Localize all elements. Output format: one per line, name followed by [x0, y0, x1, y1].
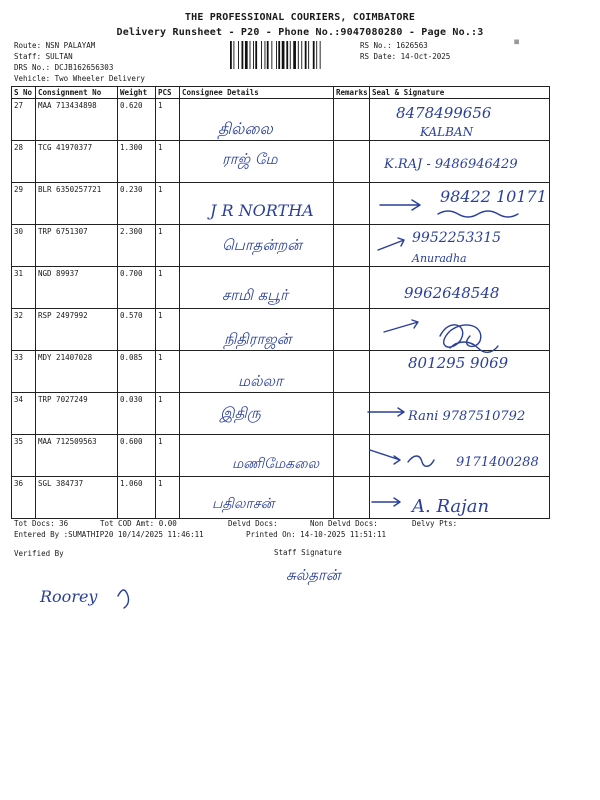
cell-remarks	[334, 99, 370, 141]
cell-remarks	[334, 225, 370, 267]
barcode-bar	[320, 41, 321, 69]
barcode-bar	[305, 41, 307, 69]
barcode-image	[230, 41, 352, 69]
handwritten-sig-28: K.RAJ - 9486946429	[384, 157, 518, 172]
cell-signature	[370, 99, 550, 141]
cell-pcs: 1	[156, 183, 180, 225]
barcode-bar	[290, 41, 291, 69]
cell-weight: 0.030	[118, 393, 156, 435]
barcode-bar	[253, 41, 254, 69]
delivery-points: Delvy Pts:	[412, 519, 458, 528]
col-header-remarks: Remarks	[334, 87, 370, 99]
cell-consignment: MAA 712509563	[36, 435, 118, 477]
barcode-bar	[278, 41, 280, 69]
col-header-consignee: Consignee Details	[180, 87, 334, 99]
barcode-bar	[245, 41, 248, 69]
barcode-bar	[261, 41, 262, 69]
cell-signature	[370, 225, 550, 267]
col-header-sno: S No	[12, 87, 36, 99]
cell-pcs: 1	[156, 477, 180, 519]
cell-consignee	[180, 477, 334, 519]
cell-consignment: TCG 41970377	[36, 141, 118, 183]
cell-pcs: 1	[156, 267, 180, 309]
total-docs: Tot Docs: 36	[14, 519, 69, 528]
table-row	[12, 99, 550, 141]
handwritten-consignee-36: பதிலாசன்	[212, 496, 275, 512]
handwritten-consignee-33: மல்லா	[238, 372, 283, 390]
barcode-bar	[308, 41, 309, 69]
cell-consignment: TRP 6751307	[36, 225, 118, 267]
col-header-weight: Weight	[118, 87, 156, 99]
cell-remarks	[334, 141, 370, 183]
company-title: THE PROFESSIONAL COURIERS, COIMBATORE	[184, 12, 416, 23]
cell-consignment: SGL 384737	[36, 477, 118, 519]
barcode-bar	[230, 41, 232, 69]
col-header-seal-signature: Seal & Signature	[370, 87, 550, 99]
handwritten-consignee-35: மணிமேகலை	[232, 456, 320, 472]
drs-label: DRS No.: DCJB162656303	[14, 63, 114, 72]
table-row	[12, 267, 550, 309]
handwritten-consignee-28: ராஜ் மே	[222, 150, 278, 168]
cell-signature	[370, 393, 550, 435]
cell-pcs: 1	[156, 141, 180, 183]
barcode-bar	[282, 41, 285, 69]
handwritten-phone-35: 9171400288	[456, 455, 539, 470]
cell-weight: 0.620	[118, 99, 156, 141]
rs-date-label: RS Date: 14-Oct-2025	[360, 52, 451, 61]
cell-sno: 35	[12, 435, 36, 477]
handwritten-consignee-30: பொதன்றன்	[222, 236, 302, 254]
handwritten-consignee-34: இதிரு	[220, 404, 261, 422]
cell-consignment: MAA 713434898	[36, 99, 118, 141]
cell-weight: 0.700	[118, 267, 156, 309]
cell-remarks	[334, 183, 370, 225]
handwritten-phone-33: 801295 9069	[408, 354, 509, 372]
barcode-bar	[250, 41, 251, 69]
handwritten-phone-31: 9962648548	[404, 284, 500, 302]
rs-no-label: RS No.: 1626563	[360, 41, 428, 50]
handwritten-name-30: Anuradha	[412, 252, 467, 265]
cell-pcs: 1	[156, 225, 180, 267]
barcode-bar	[267, 41, 269, 69]
barcode-bar	[298, 41, 299, 69]
cell-consignment: BLR 6350257721	[36, 183, 118, 225]
cell-sno: 28	[12, 141, 36, 183]
barcode-bar	[316, 41, 317, 69]
cell-weight: 1.060	[118, 477, 156, 519]
cell-pcs: 1	[156, 393, 180, 435]
cell-sno: 36	[12, 477, 36, 519]
cell-consignee	[180, 435, 334, 477]
cell-consignment: RSP 2497992	[36, 309, 118, 351]
vehicle-label: Vehicle: Two Wheeler Delivery	[14, 74, 145, 83]
cell-remarks	[334, 435, 370, 477]
barcode-bar	[301, 41, 302, 69]
cell-consignee	[180, 141, 334, 183]
barcode-bar	[286, 41, 288, 69]
cell-remarks	[334, 351, 370, 393]
handwritten-consignee-32: நிதிராஜன்	[224, 330, 292, 348]
cell-remarks	[334, 477, 370, 519]
cell-consignee	[180, 351, 334, 393]
table-row	[12, 477, 550, 519]
cell-weight: 0.570	[118, 309, 156, 351]
handwritten-name-27: KALBAN	[420, 125, 474, 139]
barcode-bar	[238, 41, 239, 69]
barcode-bar	[293, 41, 296, 69]
cell-signature	[370, 351, 550, 393]
barcode-bar	[265, 41, 266, 69]
total-cod-amount: Tot COD Amt: 0.00	[100, 519, 177, 528]
table-row	[12, 351, 550, 393]
staff-signature-label: Staff Signature	[274, 548, 342, 557]
verified-by-signature: Roorey	[40, 587, 98, 606]
table-row	[12, 141, 550, 183]
table-row	[12, 435, 550, 477]
cell-remarks	[334, 267, 370, 309]
cell-sno: 33	[12, 351, 36, 393]
handwritten-sig-34: Rani 9787510792	[408, 409, 526, 424]
cell-consignment: MDY 21407028	[36, 351, 118, 393]
cell-consignee	[180, 267, 334, 309]
runsheet-subtitle: Delivery Runsheet - P20 - Phone No.:9047080280 - Page No.:3	[116, 27, 484, 38]
route-label: Route: NSN PALAYAM	[14, 41, 96, 50]
col-header-consignment: Consignment No	[36, 87, 118, 99]
cell-consignment: TRP 7027249	[36, 393, 118, 435]
table-row	[12, 225, 550, 267]
delivered-docs: Delvd Docs:	[228, 519, 278, 528]
cell-pcs: 1	[156, 435, 180, 477]
consignment-table	[11, 86, 550, 519]
handwritten-phone-30: 9952253315	[412, 230, 502, 246]
cell-pcs: 1	[156, 309, 180, 351]
verified-by-label: Verified By	[14, 549, 64, 558]
stapler-mark-icon: ▪	[513, 34, 521, 48]
printed-on: Printed On: 14-10-2025 11:51:11	[246, 530, 386, 539]
cell-weight: 0.230	[118, 183, 156, 225]
barcode-bar	[271, 41, 272, 69]
cell-sno: 29	[12, 183, 36, 225]
non-delivered-docs: Non Delvd Docs:	[310, 519, 378, 528]
handwritten-phone-29: 98422 10171	[440, 187, 547, 206]
cell-pcs: 1	[156, 351, 180, 393]
cell-consignee	[180, 99, 334, 141]
table-row	[12, 309, 550, 351]
cell-sno: 31	[12, 267, 36, 309]
col-header-pcs: PCS	[156, 87, 180, 99]
cell-consignee	[180, 225, 334, 267]
cell-consignment: NGD 89937	[36, 267, 118, 309]
handwritten-consignee-31: சாமி கபூர்	[222, 286, 288, 304]
table-header-row	[12, 87, 550, 99]
barcode-bar	[276, 41, 277, 69]
staff-signature-handwriting: சுல்தான்	[286, 566, 341, 584]
cell-consignee	[180, 309, 334, 351]
cell-signature	[370, 309, 550, 351]
entered-by: Entered By :SUMATHIP20 10/14/2025 11:46:11	[14, 530, 204, 539]
handwritten-consignee-29: J R NORTHA	[210, 201, 314, 220]
verified-signature-flourish	[118, 590, 129, 608]
cell-signature	[370, 267, 550, 309]
cell-signature	[370, 477, 550, 519]
cell-signature	[370, 435, 550, 477]
cell-sno: 32	[12, 309, 36, 351]
table-row	[12, 393, 550, 435]
cell-weight: 1.300	[118, 141, 156, 183]
cell-sno: 34	[12, 393, 36, 435]
handwritten-phone-27: 8478499656	[396, 104, 492, 122]
cell-weight: 2.300	[118, 225, 156, 267]
cell-remarks	[334, 309, 370, 351]
cell-weight: 0.600	[118, 435, 156, 477]
staff-label: Staff: SULTAN	[14, 52, 73, 61]
cell-sno: 30	[12, 225, 36, 267]
handwritten-sig-36: A. Rajan	[412, 496, 490, 517]
cell-signature	[370, 183, 550, 225]
cell-consignee	[180, 183, 334, 225]
barcode-bar	[242, 41, 244, 69]
cell-signature	[370, 141, 550, 183]
cell-sno: 27	[12, 99, 36, 141]
cell-pcs: 1	[156, 99, 180, 141]
barcode-bar	[313, 41, 315, 69]
handwritten-consignee-27: தில்லை	[218, 119, 273, 138]
table-row	[12, 183, 550, 225]
barcode-bar	[255, 41, 257, 69]
cell-consignee	[180, 393, 334, 435]
cell-weight: 0.085	[118, 351, 156, 393]
barcode-bar	[233, 41, 234, 69]
cell-remarks	[334, 393, 370, 435]
